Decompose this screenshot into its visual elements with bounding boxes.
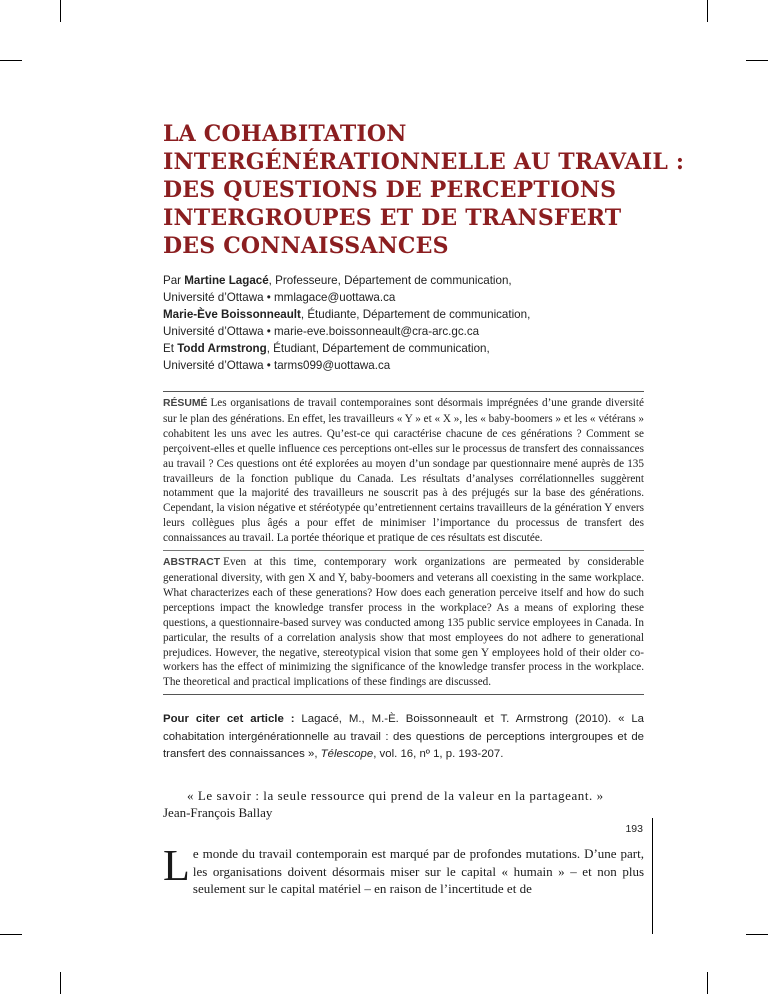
author-line <box>163 272 644 289</box>
body-paragraph <box>163 841 644 898</box>
crop-mark <box>0 60 22 61</box>
crop-mark <box>0 934 22 935</box>
divider <box>163 391 644 392</box>
divider <box>163 694 644 695</box>
resume-text: Les organisations de travail contemporaines sont désormais imprégnées d’une grande diversité sur le plan des générations. En effet, les travailleurs « Y » et « X », les « baby-boomers » et les « vétérans » cohabitent les uns avec les autres. Qu’est-ce qui caractérise chacune de ces générations ? Comment se perçoivent-elles et quelle influence ces perceptions ont-elles sur le processus de transfert des connaissances au travail ? Ces questions ont été explorées au moyen d’un sondage par questionnaire mené auprès de 135 travailleurs de la fonction publique du Canada. Les résultats d’analyses corrélationnelles suggèrent notamment que la majorité des travailleurs ne souscrit pas à des préjugés sur la base des générations. Cependant, la vision négative et stéréotypée qu’entretiennent certains travailleurs de la génération Y envers leurs collègues plus âgés a pour effet de minimiser l’importance du processus de transfert des connaissances au travail. La portée théorique et pratique de ces résultats est discutée. <box>163 397 644 545</box>
author-affiliation: Université d’Ottawa • tarms099@uottawa.ca <box>163 359 391 372</box>
author-affiliation: Université d’Ottawa • marie-eve.boissonneault@cra-arc.gc.ca <box>163 325 480 338</box>
citation-details: , vol. 16, nº 1, p. 193-207. <box>373 747 504 760</box>
title-line: INTERGÉNÉRATIONNELLE AU TRAVAIL : <box>163 149 685 175</box>
abstract-label: ABSTRACT <box>163 557 221 569</box>
citation <box>163 711 644 763</box>
author-name: Marie-Ève Boissonneault <box>163 308 301 321</box>
resume-paragraph <box>163 396 644 546</box>
author-line <box>163 340 644 357</box>
title-line: DES QUESTIONS DE PERCEPTIONS <box>163 177 617 203</box>
title-line: DES CONNAISSANCES <box>163 233 449 259</box>
author-role: , Étudiante, Département de communication, <box>300 308 531 321</box>
resume-label: RÉSUMÉ <box>163 398 208 409</box>
crop-mark <box>707 972 708 994</box>
author-name: Todd Armstrong <box>177 342 267 355</box>
epigraph-author: Jean-François Ballay <box>163 805 273 821</box>
author-affiliation: Université d’Ottawa • mmlagace@uottawa.ca <box>163 291 396 304</box>
author-name: Martine Lagacé <box>184 274 269 287</box>
abstract-paragraph <box>163 555 644 690</box>
crop-mark <box>60 0 61 22</box>
crop-mark <box>746 934 768 935</box>
page-number-rule <box>652 818 653 934</box>
author-list <box>163 272 644 374</box>
author-prefix: Et <box>163 342 178 355</box>
crop-mark <box>746 60 768 61</box>
citation-label: Pour citer cet article : <box>163 713 295 726</box>
title-line: INTERGROUPES ET DE TRANSFERT <box>163 205 622 231</box>
abstract-text: Even at this time, contemporary work organizations are permeated by considerable generational diversity, with gen X and Y, baby-boomers and veterans all coexisting in the same workplace. What characterizes each of these generations? How does each generation perceive itself and how do such perceptions impact the knowledge transfer process in the workplace? As a means of exploring these questions, a questionnaire-based survey was conducted among 135 public service employees in Canada. In particular, the results of a correlation analysis show that most employees do not adhere to generational prejudices. However, the negative, stereotypical vision that some gen Y employees hold of their older co-workers has the effect of minimizing the significance of the knowledge transfer process in the workplace. The theoretical and practical implications of these findings are discussed. <box>163 556 644 689</box>
article-content <box>163 120 685 898</box>
divider <box>163 550 644 551</box>
author-role: , Étudiant, Département de communication, <box>266 342 490 355</box>
crop-mark <box>60 972 61 994</box>
drop-cap: L <box>163 841 190 891</box>
crop-mark <box>707 0 708 22</box>
author-line <box>163 306 644 323</box>
body-text: e monde du travail contemporain est marqué par de profondes mutations. D’une part, les organisations doivent désormais miser sur le capital « humain » – et non plus seulement sur le capital matériel – en raison de l’incertitude et de <box>192 846 644 897</box>
epigraph <box>163 787 644 821</box>
title-line: LA COHABITATION <box>163 121 407 147</box>
author-prefix: Par <box>163 274 185 287</box>
citation-journal: Télescope <box>320 747 374 760</box>
epigraph-quote: « Le savoir : la seule ressource qui prend de la valeur en la partageant. » <box>187 788 604 804</box>
page-number: 193 <box>625 823 643 835</box>
author-role: , Professeure, Département de communication, <box>268 274 512 287</box>
citation-text: Lagacé, M., M.-È. Boissonneault et T. Armstrong (2010). « La cohabitation intergénérationnelle au travail : des questions de perceptions intergroupes et de transfert des connaissances », <box>163 713 644 760</box>
article-title <box>163 120 685 260</box>
abstract-block <box>163 391 644 695</box>
